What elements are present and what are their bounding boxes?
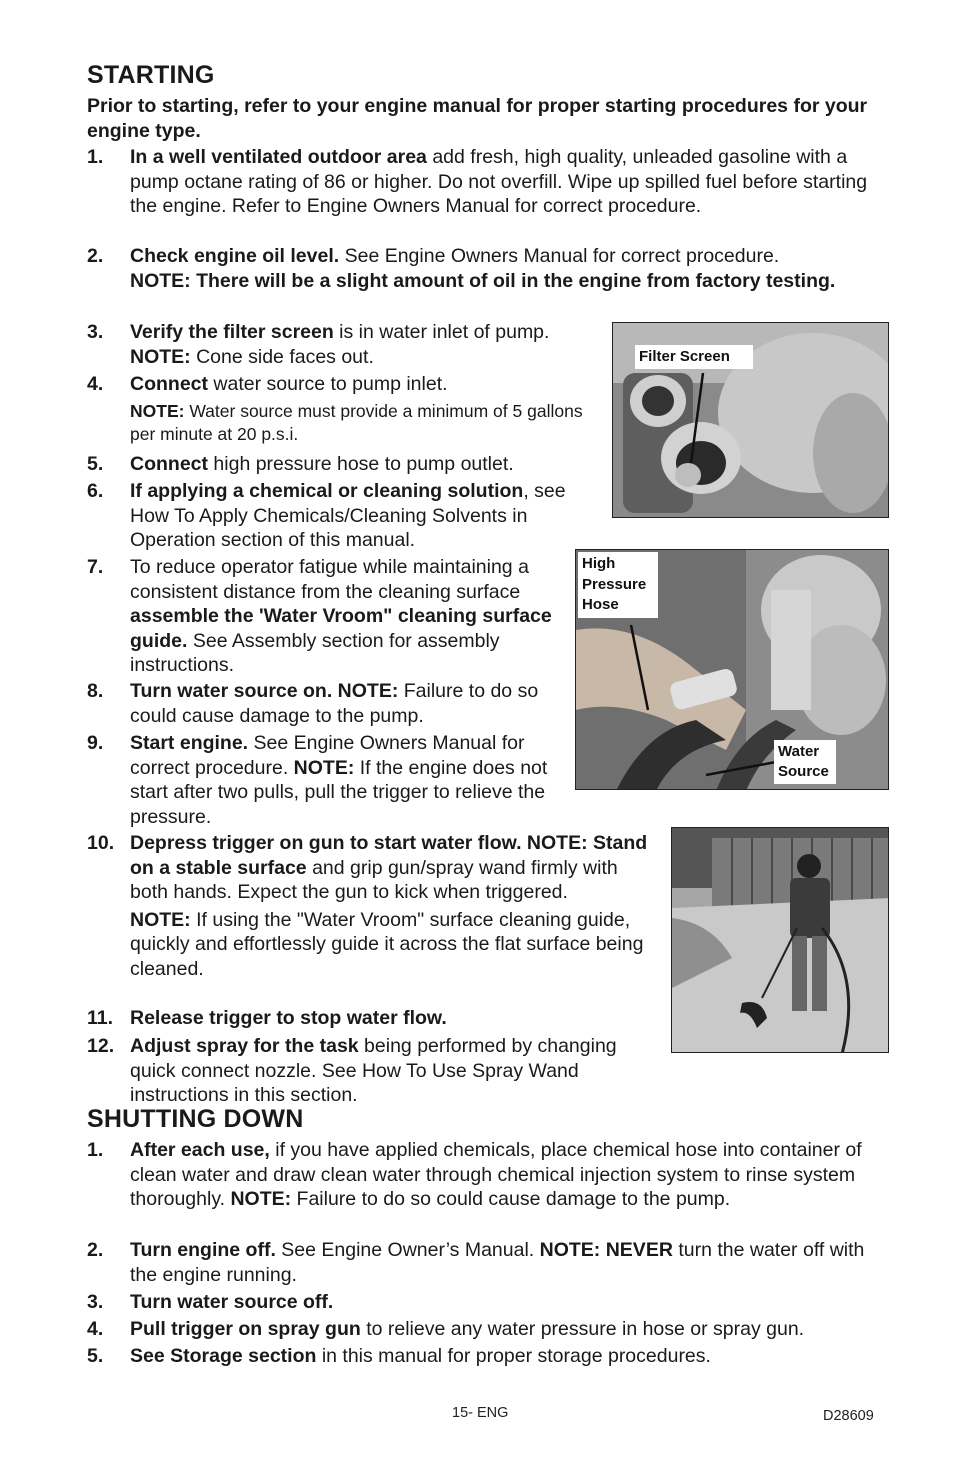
- step-note-label: NOTE:: [130, 908, 191, 931]
- starting-heading: STARTING: [87, 61, 215, 89]
- step-bold: Pull trigger on spray gun: [130, 1318, 361, 1340]
- shutdown-step-4: [87, 1317, 907, 1342]
- step-bold: Start engine.: [130, 732, 249, 754]
- step-text: and grip gun/spray wand firmly with both hands. Expect the gun to kick when triggered.: [130, 856, 618, 903]
- step-bold: Turn water source on. NOTE:: [130, 680, 399, 702]
- step-number: 3.: [87, 1291, 104, 1313]
- step-bold: Adjust spray for the task: [130, 1035, 359, 1057]
- step-note-text: Water source must provide a minimum of 5 gallons per minute at 20 p.s.i.: [130, 400, 583, 444]
- step-number: 3.: [87, 321, 104, 343]
- filter-screen-photo: [612, 322, 889, 518]
- step-bold: If applying a chemical or cleaning solution: [130, 480, 524, 502]
- step-note-text: turn the water off with the engine running.: [130, 1239, 865, 1286]
- step-text: Failure to do so could cause damage to the pump.: [130, 680, 539, 727]
- step-bold: See Storage section: [130, 1345, 317, 1367]
- starting-step-6: [87, 479, 607, 553]
- step-pre-text: To reduce operator fatigue while maintaining a consistent distance from the cleaning surface: [130, 556, 529, 603]
- starting-step-9: [87, 731, 569, 829]
- step-bold: Turn water source off.: [130, 1291, 334, 1313]
- step-note-label: NOTE:: [230, 1188, 292, 1210]
- step-bold: Check engine oil level.: [130, 245, 340, 267]
- shutdown-step-2: [87, 1238, 892, 1287]
- step-bold: assemble the 'Water Vroom" cleaning surface guide.: [130, 605, 552, 652]
- starting-intro: Prior to starting, refer to your engine manual for proper starting procedures for your engine type.: [87, 95, 868, 142]
- step-bold: In a well ventilated outdoor area: [130, 146, 427, 168]
- step-bold: Connect: [130, 453, 208, 475]
- step-text: See Engine Owners Manual for correct procedure.: [130, 732, 525, 779]
- step-text: high pressure hose to pump outlet.: [208, 453, 514, 475]
- step-bold: Depress trigger on gun to start water flow. NOTE: Stand on a stable surface: [130, 832, 648, 879]
- high-pressure-hose-label: High Pressure Hose: [578, 552, 658, 618]
- step-number: 2.: [87, 1239, 104, 1261]
- shutting-down-heading: SHUTTING DOWN: [87, 1105, 304, 1133]
- starting-step-4: [87, 372, 612, 446]
- step-note-label: NOTE:: [293, 756, 355, 779]
- step-text: is in water inlet of pump.: [333, 321, 550, 343]
- person-spraying-illustration: [672, 828, 889, 1053]
- step-number: 1.: [87, 1139, 104, 1161]
- shutdown-step-1: [87, 1138, 892, 1212]
- shutdown-step-3: [87, 1290, 892, 1315]
- hose-connection-photo: [575, 549, 889, 790]
- starting-step-12: [87, 1034, 632, 1108]
- page-number: 15- ENG: [452, 1405, 509, 1421]
- step-bold: Connect: [130, 373, 208, 395]
- step-text: add fresh, high quality, unleaded gasoline with a pump octane rating of 86 or higher. Do not overfill. Wipe up spilled fuel before starting the engine. Refer to Engine Owners Manual for correct procedure.: [130, 146, 868, 217]
- step-note-text: If the engine does not start after two pulls, pull the trigger to relieve the pressure.: [130, 756, 548, 828]
- starting-step-2: [87, 244, 887, 293]
- step-number: 12.: [87, 1035, 115, 1057]
- step-text: See Assembly section for assembly instructions.: [130, 629, 500, 676]
- step-bold: After each use,: [130, 1139, 270, 1161]
- step-number: 5.: [87, 1345, 104, 1367]
- step-text: in this manual for proper storage procedures.: [316, 1345, 711, 1367]
- step-note: NOTE: There will be a slight amount of oil in the engine from factory testing.: [130, 269, 836, 292]
- document-code: D28609: [823, 1408, 874, 1424]
- step-note-text: Cone side faces out.: [190, 345, 374, 368]
- step-number: 7.: [87, 556, 104, 578]
- step-text: See Engine Owners Manual for correct procedure.: [339, 245, 780, 267]
- step-number: 4.: [87, 373, 104, 395]
- step-note-label: NOTE:: [130, 400, 185, 421]
- step-number: 8.: [87, 680, 104, 702]
- starting-step-1: [87, 145, 887, 219]
- step-note-text: Failure to do so could cause damage to the pump.: [291, 1188, 731, 1210]
- step-text: water source to pump inlet.: [208, 373, 448, 395]
- step-note-text: If using the "Water Vroom" surface cleaning guide, quickly and effortlessly guide it across the flat surface being cleaned.: [130, 908, 644, 980]
- starting-step-3: [87, 320, 612, 369]
- starting-step-7: [87, 555, 567, 678]
- step-number: 10.: [87, 832, 115, 854]
- step-bold: Release trigger to stop water flow.: [130, 1007, 447, 1029]
- step-note-label: NOTE:: [130, 345, 191, 368]
- step-number: 11.: [87, 1007, 114, 1029]
- step-text: if you have applied chemicals, place chemical hose into container of clean water and draw clean water through chemical injection system to rinse system thoroughly.: [130, 1139, 862, 1210]
- starting-step-10: [87, 831, 657, 981]
- step-text: , see How To Apply Chemicals/Cleaning Solvents in Operation section of this manual.: [130, 480, 566, 551]
- step-text: See Engine Owner’s Manual.: [275, 1239, 540, 1261]
- step-number: 2.: [87, 245, 104, 267]
- step-number: 4.: [87, 1318, 104, 1340]
- starting-step-11: [87, 1006, 657, 1031]
- starting-step-8: [87, 679, 567, 728]
- water-source-label: Water Source: [774, 740, 836, 784]
- step-number: 6.: [87, 480, 104, 502]
- filter-screen-label: Filter Screen: [635, 345, 753, 369]
- step-note-label: NOTE: NEVER: [539, 1239, 673, 1261]
- spraying-person-photo: [671, 827, 889, 1053]
- step-number: 9.: [87, 732, 104, 754]
- step-number: 1.: [87, 146, 104, 168]
- step-bold: Turn engine off.: [130, 1239, 276, 1261]
- step-text: being performed by changing quick connect nozzle. See How To Use Spray Wand instructions in this section.: [130, 1035, 617, 1106]
- starting-step-5: [87, 452, 612, 477]
- step-number: 5.: [87, 453, 104, 475]
- step-bold: Verify the filter screen: [130, 321, 334, 343]
- step-text: to relieve any water pressure in hose or spray gun.: [360, 1318, 805, 1340]
- shutdown-step-5: [87, 1344, 892, 1369]
